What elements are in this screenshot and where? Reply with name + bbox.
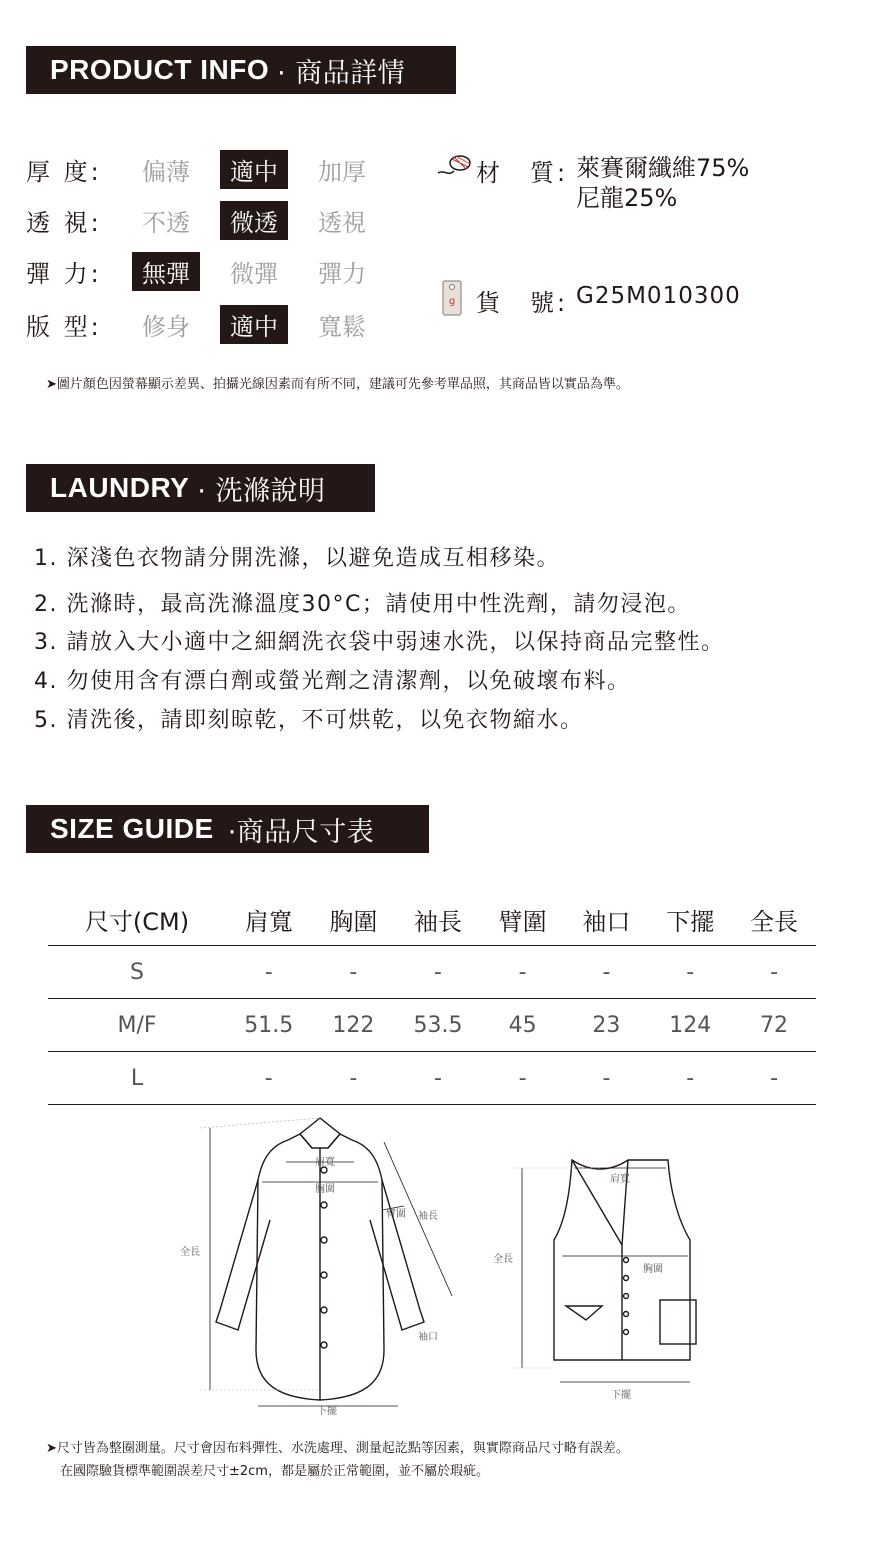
size-cell: - (481, 946, 565, 999)
attribute-option: 不透 (142, 209, 190, 237)
size-notice-line2: 在國際驗貨標準範圍誤差尺寸±2cm，都是屬於正常範圍，並不屬於瑕疵。 (60, 1464, 489, 1479)
laundry-header-en: LAUNDRY (50, 472, 190, 503)
vest-label-chest: 胸圍 (643, 1264, 663, 1275)
diagram-label-chest: 胸圍 (315, 1184, 335, 1195)
size-row-label: S (48, 946, 226, 999)
laundry-item: 3. 請放入大小適中之細網洗衣袋中弱速水洗，以保持商品完整性。 (34, 630, 725, 655)
material-value (576, 153, 749, 213)
attribute-label: 厚 度: (26, 158, 102, 186)
size-cell: 122 (311, 999, 395, 1052)
sku-label: 貨 號: (476, 289, 569, 317)
size-table-row (48, 1052, 816, 1105)
attribute-option-selected: 無彈 (132, 252, 200, 291)
size-cell: 45 (481, 999, 565, 1052)
size-cell: 72 (732, 999, 816, 1052)
size-column-header: 胸圍 (311, 893, 395, 946)
product-info-header (26, 46, 456, 94)
thread-spool-icon (436, 153, 472, 179)
material-line: 萊賽爾纖維75% (576, 154, 750, 182)
size-cell: 51.5 (226, 999, 311, 1052)
attribute-option: 寬鬆 (318, 313, 366, 341)
size-cell: - (565, 1052, 649, 1105)
size-cell: - (311, 946, 395, 999)
size-cell: - (395, 946, 480, 999)
size-guide-header-zh: ·商品尺寸表 (227, 816, 375, 848)
attribute-option: 彈力 (318, 260, 366, 288)
size-column-header: 袖口 (565, 893, 649, 946)
size-column-header: 肩寬 (226, 893, 311, 946)
product-info-header-zh: · 商品詳情 (277, 57, 406, 89)
attribute-option-selected: 適中 (220, 305, 288, 344)
laundry-item: 5. 清洗後，請即刻晾乾，不可烘乾，以免衣物縮水。 (34, 708, 584, 733)
laundry-item: 1. 深淺色衣物請分開洗滌，以避免造成互相移染。 (34, 546, 560, 571)
size-cell: - (732, 1052, 816, 1105)
color-notice: ➤圖片顏色因螢幕顯示差異、拍攝光線因素而有所不同，建議可先參考單品照，其商品皆以實品為準。 (46, 377, 629, 392)
svg-text:g: g (448, 296, 456, 307)
attribute-label: 彈 力: (26, 260, 102, 288)
attribute-label: 透 視: (26, 209, 102, 237)
size-cell: - (565, 946, 649, 999)
material-line: 尼龍25% (576, 184, 678, 212)
attribute-option: 偏薄 (142, 158, 190, 186)
size-notice: ➤尺寸皆為整圈測量。尺寸會因布料彈性、水洗處理、測量起訖點等因素，與實際商品尺寸略有誤差。 (46, 1441, 629, 1456)
size-column-header: 尺寸(CM) (48, 893, 226, 946)
diagram-label-sleeve: 袖長 (418, 1211, 438, 1222)
size-guide-header-en: SIZE GUIDE (50, 813, 214, 844)
laundry-header (26, 464, 375, 512)
attribute-option: 加厚 (318, 158, 366, 186)
diagram-label-shoulder: 肩寬 (315, 1157, 335, 1168)
size-cell: - (395, 1052, 480, 1105)
size-cell: - (732, 946, 816, 999)
vest-label-length: 全長 (493, 1254, 513, 1265)
size-column-header: 全長 (732, 893, 816, 946)
size-row-label: L (48, 1052, 226, 1105)
vest-label-shoulder: 肩寬 (610, 1174, 630, 1185)
laundry-header-zh: · 洗滌說明 (197, 475, 326, 507)
size-cell: - (226, 1052, 311, 1105)
size-cell: 124 (648, 999, 732, 1052)
size-table-row (48, 946, 816, 999)
material-label: 材 質: (476, 159, 569, 187)
size-cell: - (648, 946, 732, 999)
size-cell: - (648, 1052, 732, 1105)
vest-label-hem: 下擺 (611, 1390, 631, 1401)
attribute-option: 修身 (142, 313, 190, 341)
size-cell: - (226, 946, 311, 999)
size-cell: - (481, 1052, 565, 1105)
laundry-item: 4. 勿使用含有漂白劑或螢光劑之清潔劑，以免破壞布料。 (34, 669, 631, 694)
size-table-row (48, 999, 816, 1052)
attribute-label: 版 型: (26, 313, 102, 341)
attribute-option: 透視 (318, 209, 366, 237)
size-table-header-row (48, 893, 816, 946)
size-cell: 53.5 (395, 999, 480, 1052)
size-column-header: 下擺 (648, 893, 732, 946)
diagram-label-arm: 臂圍 (386, 1209, 406, 1220)
diagram-label-length: 全長 (180, 1247, 200, 1258)
sku-value: G25M010300 (576, 283, 741, 309)
laundry-item: 2. 洗滌時，最高洗滌溫度30°C；請使用中性洗劑，請勿浸泡。 (34, 592, 691, 617)
size-guide-header (26, 805, 429, 853)
diagram-label-hem: 下擺 (317, 1406, 337, 1417)
size-table (48, 893, 816, 1105)
diagram-label-cuff: 袖口 (418, 1332, 438, 1343)
size-cell: 23 (565, 999, 649, 1052)
attribute-option: 微彈 (230, 260, 278, 288)
size-column-header: 袖長 (395, 893, 480, 946)
attribute-option-selected: 微透 (220, 201, 288, 240)
size-row-label: M/F (48, 999, 226, 1052)
size-column-header: 臂圍 (481, 893, 565, 946)
attribute-option-selected: 適中 (220, 150, 288, 189)
size-cell: - (311, 1052, 395, 1105)
product-info-header-en: PRODUCT INFO (50, 54, 270, 85)
tag-icon (440, 278, 464, 318)
